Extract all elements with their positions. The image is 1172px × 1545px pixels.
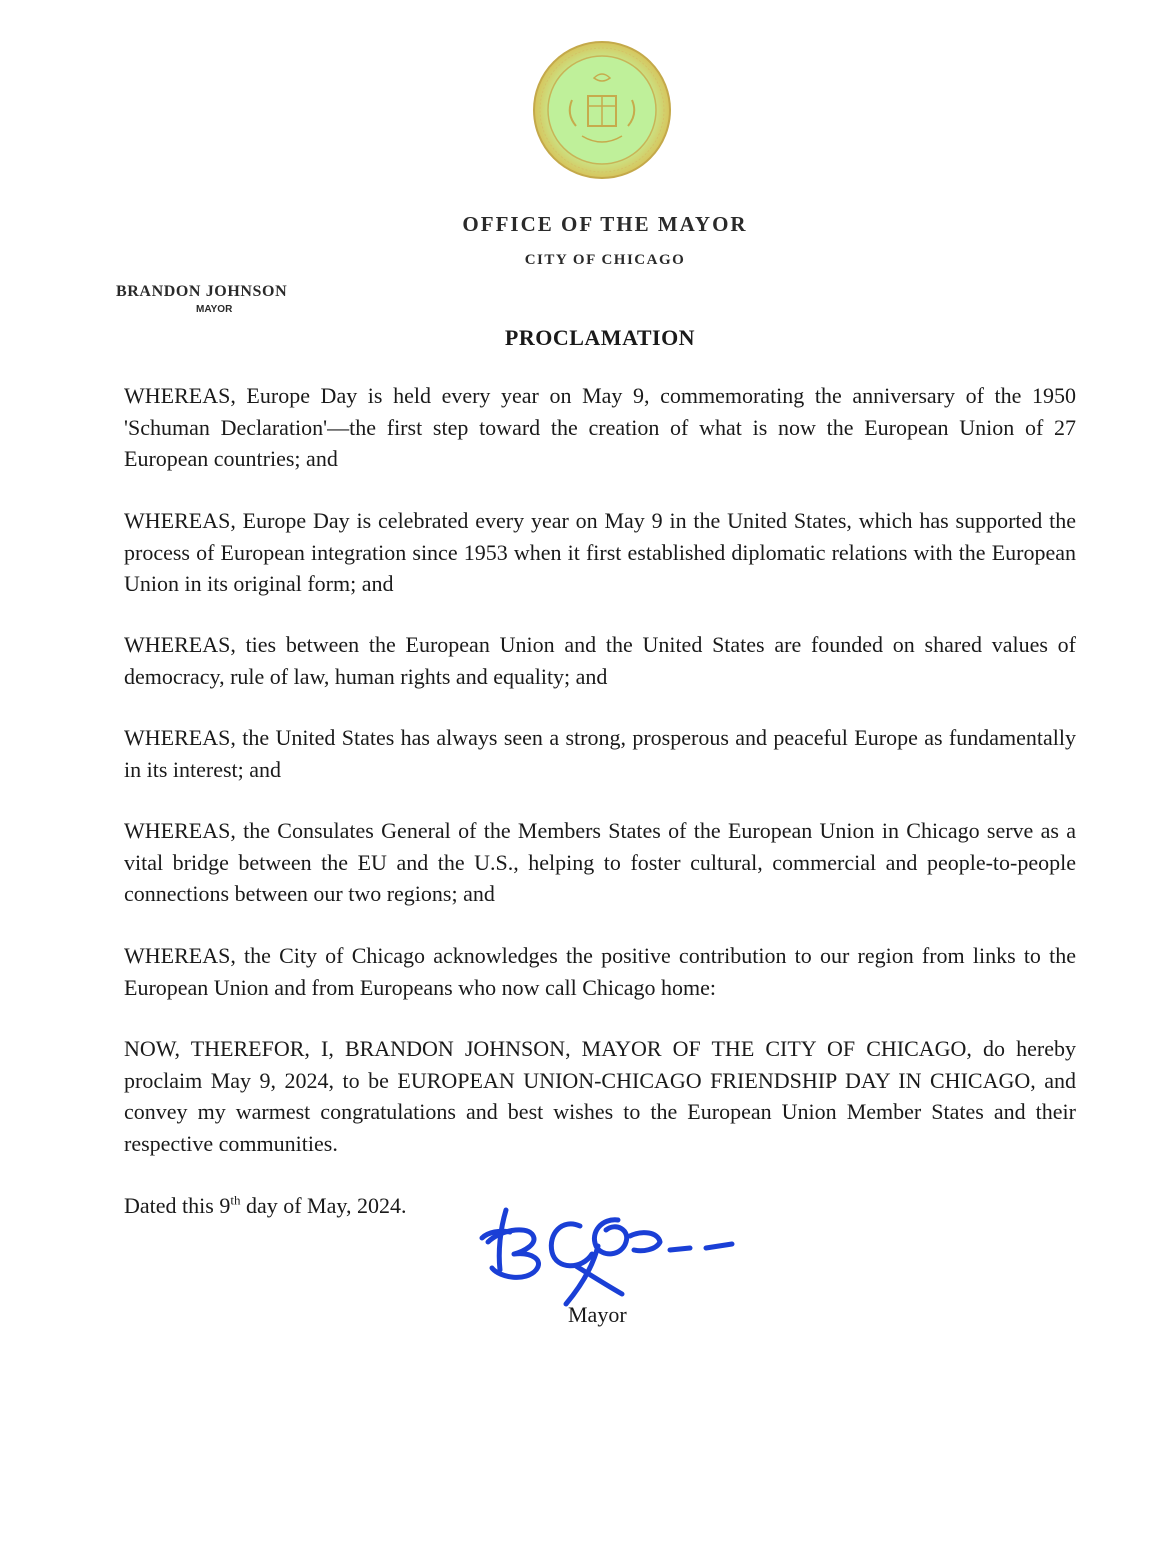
mayor-signature — [470, 1190, 750, 1315]
whereas-paragraph-2: WHEREAS, Europe Day is celebrated every year on May 9 in the United States, which has supported the process of European integration since 1953 when it first established diplomatic relations with the European Union in its original form; and — [124, 508, 1076, 596]
signature-label: Mayor — [568, 1302, 627, 1327]
city-title: CITY OF CHICAGO — [524, 252, 686, 268]
mayor-title: MAYOR — [196, 304, 233, 315]
dated-prefix: Dated this 9 — [124, 1193, 231, 1218]
dated-ordinal-suffix: th — [230, 1192, 241, 1208]
whereas-paragraph-1: WHEREAS, Europe Day is held every year on May 9, commemorating the anniversary of the 1950 'Schuman Declaration'—the first step toward the creation of what is now the European Union of 27 European countries; and — [124, 383, 1076, 471]
city-seal-icon — [532, 40, 672, 180]
dated-line — [124, 1190, 406, 1221]
resolution-paragraph: NOW, THEREFOR, I, BRANDON JOHNSON, MAYOR OF THE CITY OF CHICAGO, do hereby proclaim May 9, 2024, to be EUROPEAN UNION-CHICAGO FRIENDSHIP DAY IN CHICAGO, and convey my warmest congratulations and best wishes to the European Union Member States and their respective communities. — [124, 1036, 1076, 1156]
whereas-paragraph-6: WHEREAS, the City of Chicago acknowledges the positive contribution to our region from links to the European Union and from Europeans who now call Chicago home: — [124, 943, 1076, 1000]
mayor-name: BRANDON JOHNSON — [116, 283, 288, 300]
whereas-paragraph-4: WHEREAS, the United States has always seen a strong, prosperous and peaceful Europe as fundamentally in its interest; and — [124, 725, 1076, 782]
dated-rest: day of May, 2024. — [240, 1193, 407, 1218]
office-title: OFFICE OF THE MAYOR — [462, 212, 748, 236]
whereas-paragraph-3: WHEREAS, ties between the European Union and the United States are founded on shared values of democracy, rule of law, human rights and equality; and — [124, 632, 1076, 689]
whereas-paragraph-5: WHEREAS, the Consulates General of the Members States of the European Union in Chicago serve as a vital bridge between the EU and the U.S., helping to foster cultural, commercial and people-to-people connections between our two regions; and — [124, 818, 1076, 906]
proclamation-heading: PROCLAMATION — [504, 325, 696, 350]
